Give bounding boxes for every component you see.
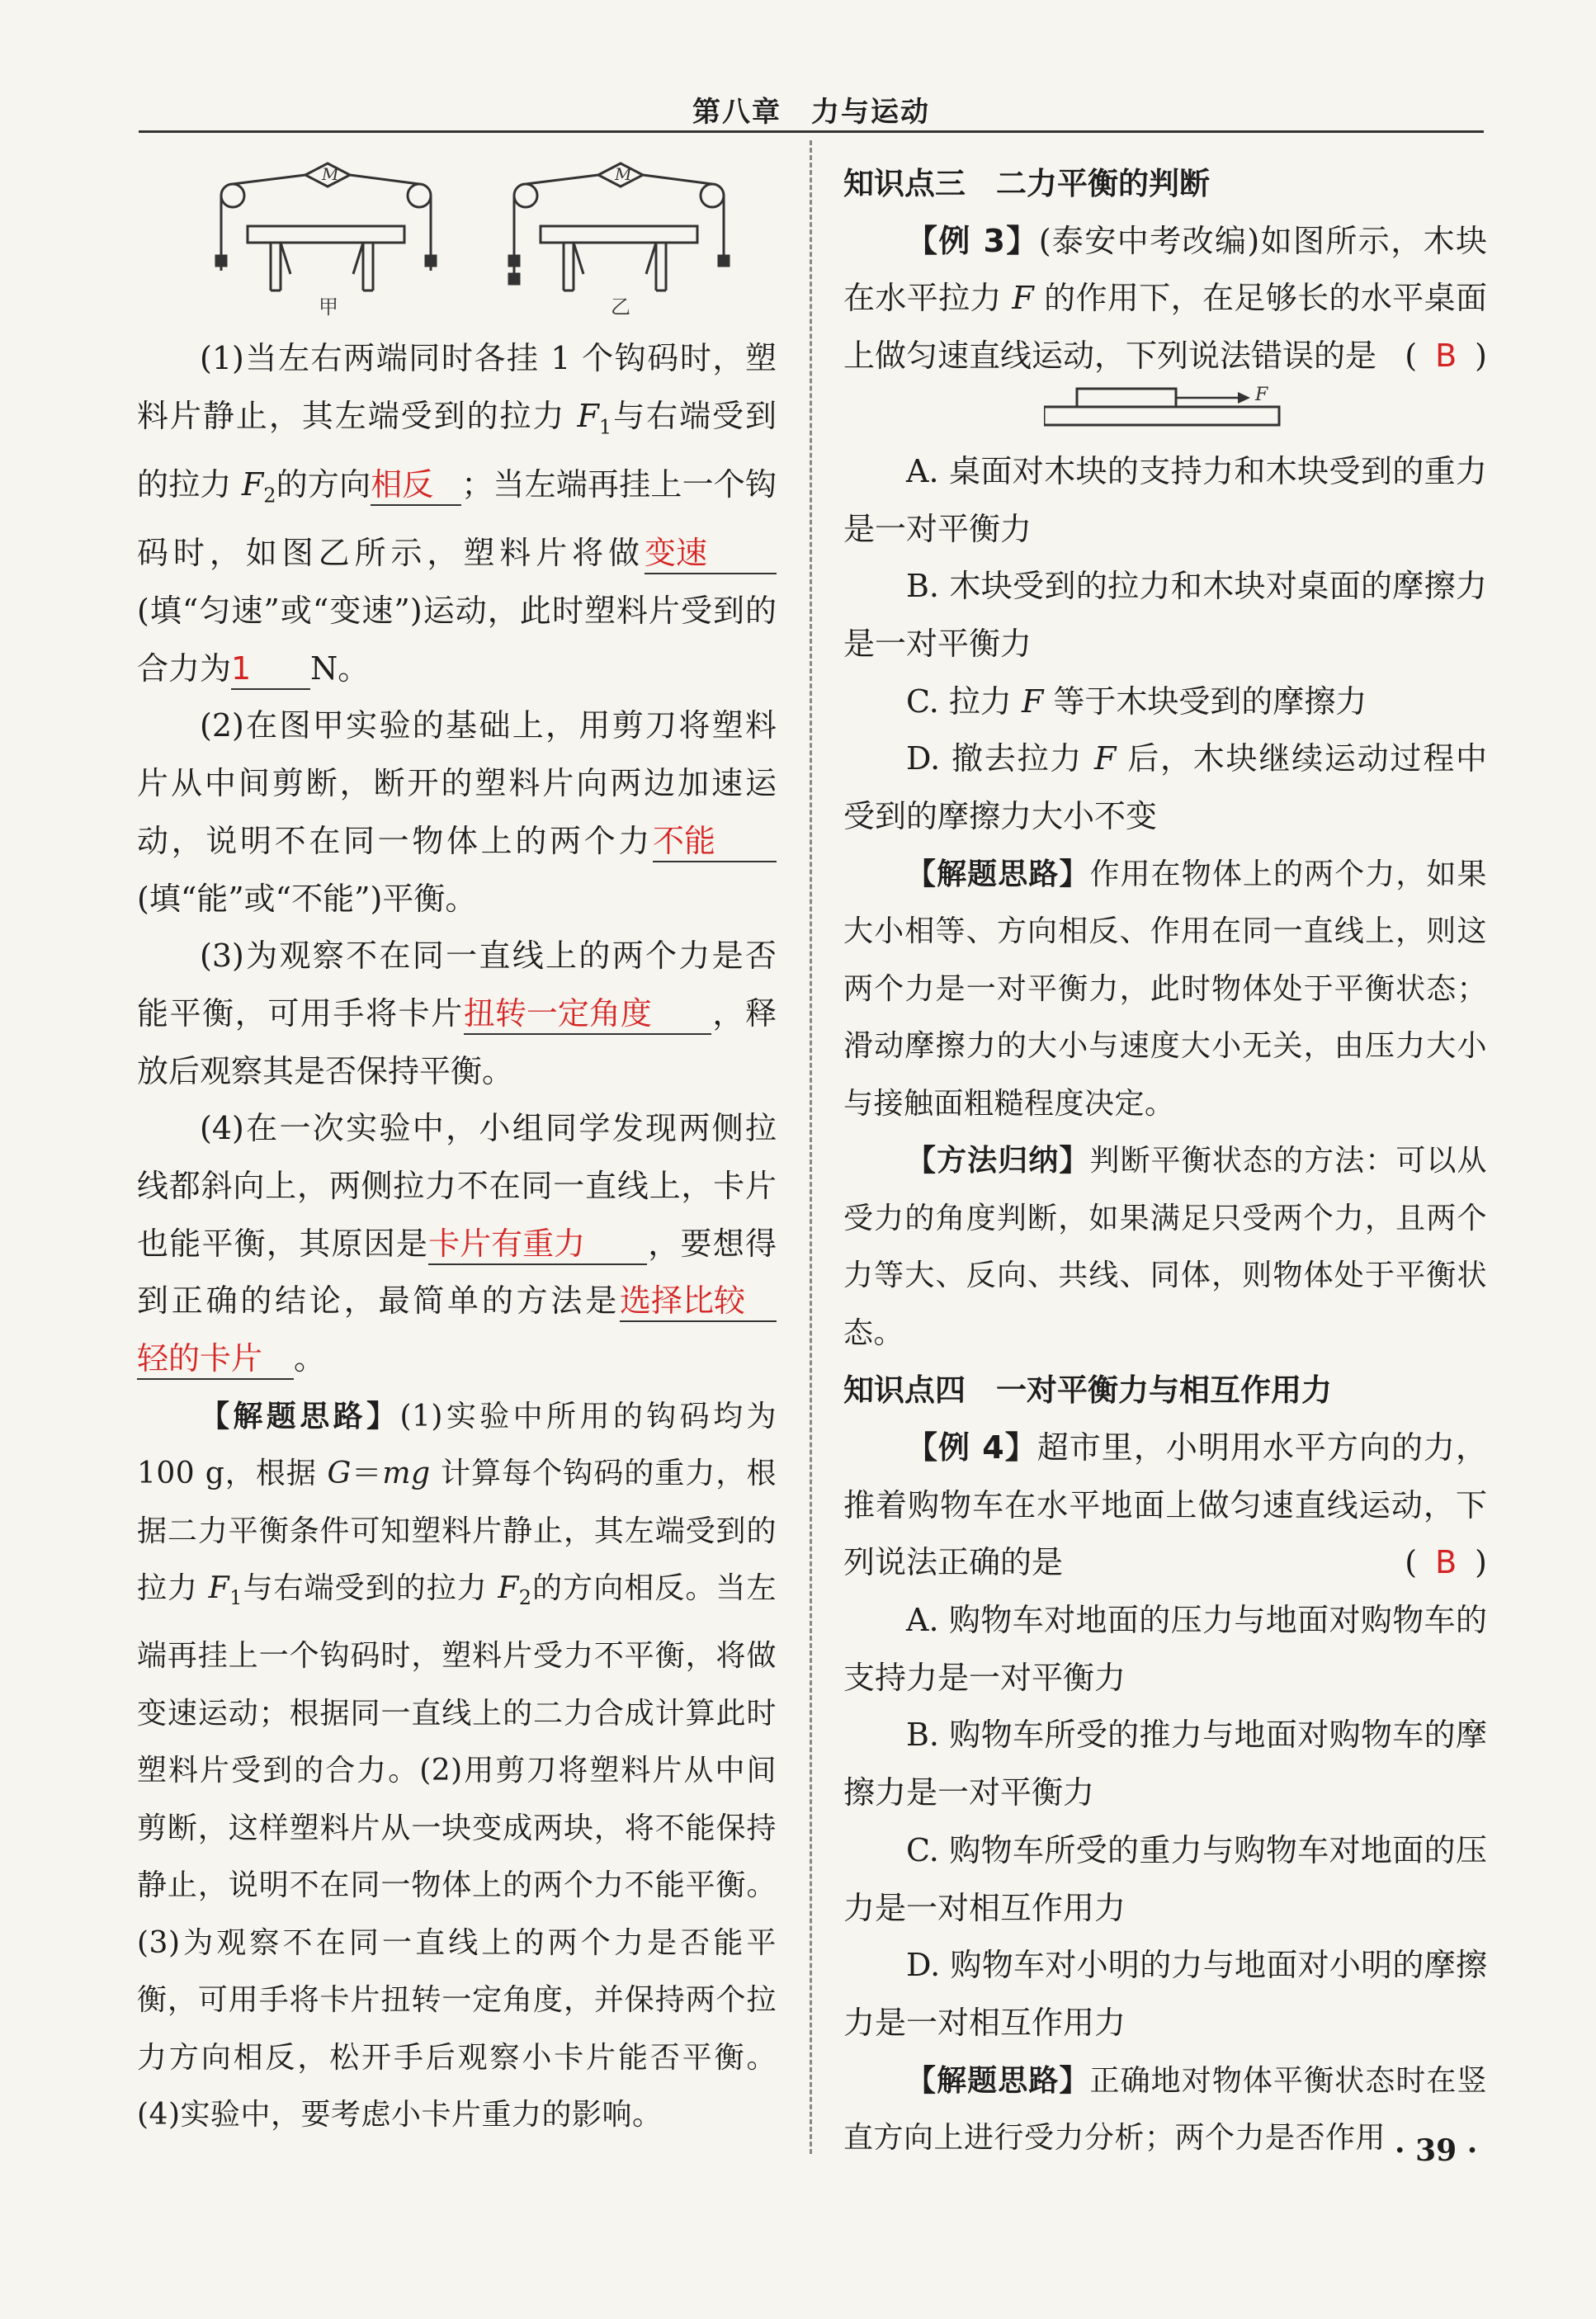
label-yi: 乙 xyxy=(611,295,630,319)
question-1: (1)当左右两端同时各挂 1 个钩码时，塑料片静止，其左端受到的拉力 $F_1$与右端受到的拉力 $F_2$的方向相反 ；当左端再挂上一个钩码时，如图乙所示，塑料片将做变速(填“匀速”或“变速”)运动，此时塑料片受到的合力为1 N。 xyxy=(137,330,777,697)
example-tag: 【例 4】 xyxy=(906,1429,1037,1466)
label-jia: 甲 xyxy=(319,295,338,319)
label-m-yi: M xyxy=(615,164,632,184)
answer-bracket: ( B ) xyxy=(1405,1534,1487,1592)
solution-hint: 【解题思路】作用在物体上的两个力，如果大小相等、方向相反、作用在同一直线上，则这两个力是一对平衡力，此时物体处于平衡状态；滑动摩擦力的大小与速度大小无关，由压力大小与接触面粗糙程度决定。 xyxy=(843,857,1487,1121)
example-tag: 【例 3】 xyxy=(906,222,1039,259)
method-tag: 【方法归纳】 xyxy=(906,1144,1090,1178)
example-3-stem: 【例 3】(泰安中考改编)如图所示，木块在水平拉力 F 的作用下，在足够长的水平桌面上做匀速直线运动，下列说法错误的是 ( B ) xyxy=(843,213,1487,385)
answer-blank: 不能 xyxy=(653,821,777,862)
pulley-apparatus-figure xyxy=(198,158,759,332)
answer-blank: 1 xyxy=(231,649,310,690)
option-d: D. 购物车对小明的力与地面对小明的摩擦力是一对相互作用力 xyxy=(843,1947,1487,2041)
page-number: · 39 · xyxy=(1395,2133,1478,2168)
answer-bracket: ( B ) xyxy=(1405,328,1487,385)
answer-blank: 相反 xyxy=(371,465,461,506)
block-on-table-figure xyxy=(1044,382,1291,432)
hint-tag: 【解题思路】 xyxy=(906,857,1090,891)
option-a: A. 桌面对木块的支持力和木块受到的重力是一对平衡力 xyxy=(843,452,1487,547)
hint-tag: 【解题思路】 xyxy=(200,1399,400,1433)
hint-tag: 【解题思路】 xyxy=(906,2063,1090,2098)
option-b: B. 购物车所受的推力与地面对购物车的摩擦力是一对平衡力 xyxy=(843,1717,1487,1811)
question-4: (4)在一次实验中，小组同学发现两侧拉线都斜向上，两侧拉力不在同一直线上，卡片也能平衡，其原因是卡片有重力 ，要想得到正确的结论，最简单的方法是选择比较轻的卡片 。 xyxy=(137,1100,777,1388)
section-title-4: 知识点四 一对平衡力与相互作用力 xyxy=(843,1372,1332,1409)
example-4-stem: 【例 4】超市里，小明用水平方向的力，推着购物车在水平地面上做匀速直线运动，下列说法正确的是 ( B ) xyxy=(843,1419,1487,1592)
answer-blank: 变速 xyxy=(645,533,777,574)
solution-hint: 【解题思路】正确地对物体平衡状态时在竖直方向上进行受力分析；两个力是否作用 xyxy=(843,2063,1487,2156)
option-d: D. 撤去拉力 F 后，木块继续运动过程中受到的摩擦力大小不变 xyxy=(843,740,1487,835)
section-title-3: 知识点三 二力平衡的判断 xyxy=(843,166,1210,201)
chapter-title: 第八章 力与运动 xyxy=(692,96,930,129)
answer-letter: B xyxy=(1435,338,1457,375)
question-2: (2)在图甲实验的基础上，用剪刀将塑料片从中间剪断，断开的塑料片向两边加速运动，说明不在同一物体上的两个力不能(填“能”或“不能”)平衡。 xyxy=(137,707,777,917)
option-c: C. 购物车所受的重力与购物车对地面的压力是一对相互作用力 xyxy=(843,1831,1487,1926)
answer-blank: 轻的卡片 xyxy=(137,1339,294,1380)
option-c: C. 拉力 F 等于木块受到的摩擦力 xyxy=(906,682,1367,720)
right-column xyxy=(843,155,1487,2167)
answer-blank: 扭转一定角度 xyxy=(464,994,711,1035)
answer-letter: B xyxy=(1435,1544,1457,1581)
option-b: B. 木块受到的拉力和木块对桌面的摩擦力是一对平衡力 xyxy=(843,568,1487,662)
column-divider xyxy=(810,140,812,2154)
answer-blank: 卡片有重力 xyxy=(428,1224,647,1265)
solution-hint: 【解题思路】(1)实验中所用的钩码均为 100 g，根据 G＝mg 计算每个钩码的重力，根据二力平衡条件可知塑料片静止，其左端受到的拉力 $F_1$与右端受到的拉力 $F_2$的方向相反。当左端再挂上一个钩码时，塑料片受力不平衡，将做变速运动；根据同一直线上的二力合成计算此时塑料片受到的合力。(2)用剪刀将塑料片从中间剪断，这样塑料片从一块变成两块，将不能保持静止，说明不在同一物体上的两个力不能平衡。(3)为观察不在同一直线上的两个力是否能平衡，可用手将卡片扭转一定角度，并保持两个拉力方向相反，松开手后观察小卡片能否平衡。(4)实验中，要考虑小卡片重力的影响。 xyxy=(137,1399,777,2132)
label-m-jia: M xyxy=(322,164,339,184)
option-a: A. 购物车对地面的压力与地面对购物车的支持力是一对平衡力 xyxy=(843,1602,1487,1696)
left-column xyxy=(137,330,777,2144)
method-summary: 【方法归纳】判断平衡状态的方法：可以从受力的角度判断，如果满足只受两个力，且两个力等大、反向、共线、同体，则物体处于平衡状态。 xyxy=(843,1144,1487,1350)
force-label-f: F xyxy=(1255,385,1268,405)
question-3: (3)为观察不在同一直线上的两个力是否能平衡，可用手将卡片扭转一定角度 ，释放后观察其是否保持平衡。 xyxy=(137,938,777,1089)
page-header xyxy=(139,73,1484,133)
answer-blank: 选择比较 xyxy=(620,1281,777,1322)
